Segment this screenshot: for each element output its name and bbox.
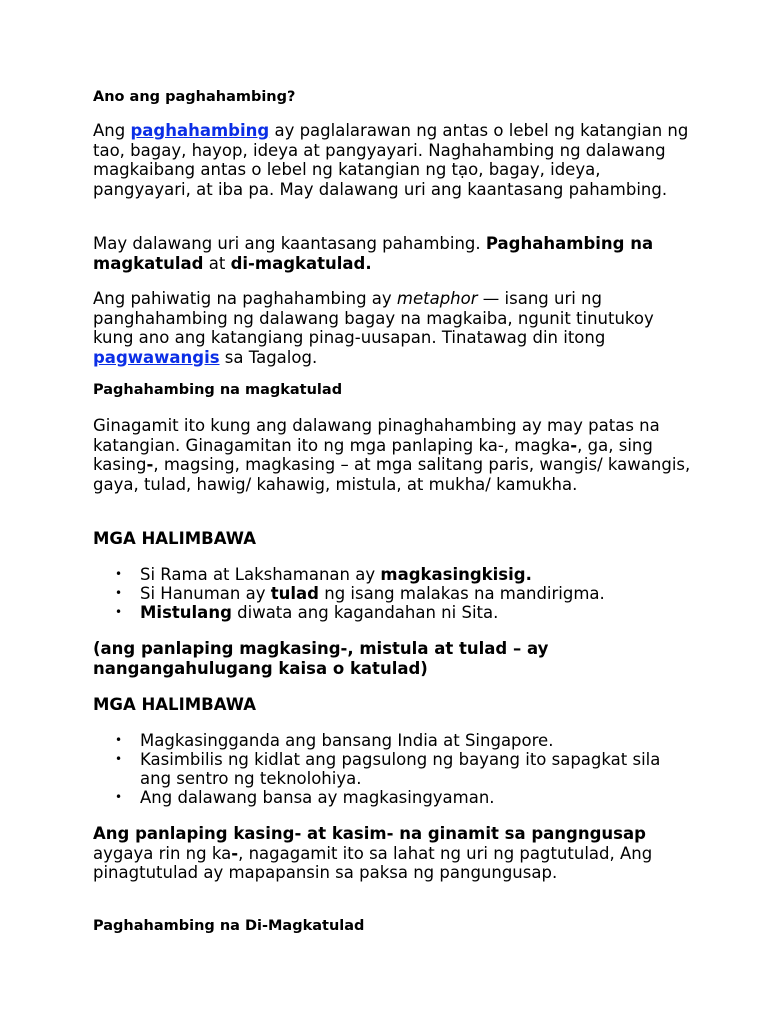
bullet-icon: • (115, 733, 123, 747)
bullet-icon: • (115, 752, 123, 766)
p2-pre: May dalawang uri ang kaantasang pahambing. (93, 234, 486, 253)
bullet-icon: • (115, 790, 123, 804)
p4-text-2: , ga, sing kasing (93, 435, 653, 474)
heading-mga-halimbawa-1: MGA HALIMBAWA (93, 529, 256, 548)
paragraph-definition (93, 121, 693, 199)
link-pagwawangis[interactable]: pagwawangis (93, 347, 220, 367)
list-item (93, 750, 693, 788)
bullet-icon: • (115, 605, 123, 619)
list2-item1: Magkasingganda ang bansang India at Singapore. (140, 731, 554, 750)
bullet-icon: • (115, 567, 123, 581)
list2-item3: Ang dalawang bansa ay magkasingyaman. (140, 788, 495, 807)
list1-item3-bold: Mistulang (140, 603, 232, 622)
list1-item2-post: ng isang malakas na mandirigma. (319, 584, 605, 603)
heading-ano-ang-paghahambing: Ano ang paghahambing? (93, 89, 296, 105)
p2-bold-di-magkatulad: di-magkatulad. (230, 253, 372, 273)
list1-item3-post: diwata ang kagandahan ni Sita. (231, 603, 499, 622)
paragraph-kasing-kasim (93, 824, 693, 883)
p5-bold: Ang panlaping kasing- at kasim- na ginamit sa pangngusap (93, 824, 646, 843)
p5-bold-dash: - (231, 843, 239, 863)
paragraph-pahiwatig (93, 289, 693, 367)
p1-pre: Ang (93, 121, 131, 140)
p3-italic-metaphor: metaphor (396, 289, 478, 308)
note-panlaping: (ang panlaping magkasing-, mistula at tulad – ay nangangahulugang kaisa o katulad) (93, 639, 549, 678)
heading-mga-halimbawa-2: MGA HALIMBAWA (93, 695, 256, 714)
p3-mid: — isang uri ng panghahambing ng dalawang bagay na magkaiba, ngunit tinutukoy kung ano ang katangiang pinag-uusapan. Tinatawag din itong (93, 289, 654, 347)
p1-post: ay paglalarawan ng antas o lebel ng katangian ng tao, bagay, hayop, ideya at pangyayari. Naghahambing ng dalawang magkaibang antas o lebel ng katangian ng tạo, bagay, ideya, pangyayari, at iba pa. May dalawang uri ang kaantasang pahambing. (93, 121, 689, 199)
list-item (93, 731, 693, 750)
p5-text-2: , nagagamit ito sa lahat ng uri ng pagtutulad, Ang pinagtutulad ay mapapansin sa paksa ng pangungusap. (93, 843, 653, 882)
list-item (93, 603, 693, 622)
example-list-2 (93, 731, 693, 807)
p4-bold-dash-1: - (570, 435, 578, 455)
p4-text-1: Ginagamit ito kung ang dalawang pinaghahambing ay may patas na katangian. Ginagamitan ito ng mga panlaping ka-, magka (93, 416, 660, 455)
p4-text-3: , magsing, magkasing – at mga salitang paris, wangis/ kawangis, gaya, tulad, hawig/ kahawig, mistula, at mukha/ kamukha. (93, 455, 691, 494)
p3-pre: Ang pahiwatig na paghahambing ay (93, 289, 397, 308)
p3-post: sa Tagalog. (219, 347, 318, 367)
heading-paghahambing-na-di-magkatulad: Paghahambing na Di-Magkatulad (93, 918, 365, 934)
link-paghahambing[interactable]: paghahambing (130, 121, 270, 140)
p4-bold-dash-2: - (146, 455, 154, 474)
list2-item2: Kasimbilis ng kidlat ang pagsulong ng bayang ito sapagkat sila ang sentro ng teknolohiya. (140, 750, 661, 788)
example-list-1 (93, 565, 693, 622)
list1-item2-pre: Si Hanuman ay (140, 584, 271, 603)
bullet-icon: • (115, 586, 123, 600)
paragraph-ginagamit (93, 416, 693, 494)
p5-text-1: aygaya rin ng ka (93, 843, 232, 863)
list-item (93, 788, 693, 807)
paragraph-dalawang-uri (93, 234, 693, 273)
list1-item2-bold: tulad (270, 584, 319, 603)
heading-paghahambing-na-magkatulad: Paghahambing na magkatulad (93, 382, 343, 398)
list1-item1-bold: magkasingkisig. (380, 565, 532, 584)
list-item (93, 584, 693, 603)
p2-bold-magkatulad: Paghahambing na magkatulad (93, 234, 654, 273)
list1-item1-pre: Si Rama at Lakshamanan ay (140, 565, 381, 584)
p2-mid: at (203, 253, 231, 273)
list-item (93, 565, 693, 584)
